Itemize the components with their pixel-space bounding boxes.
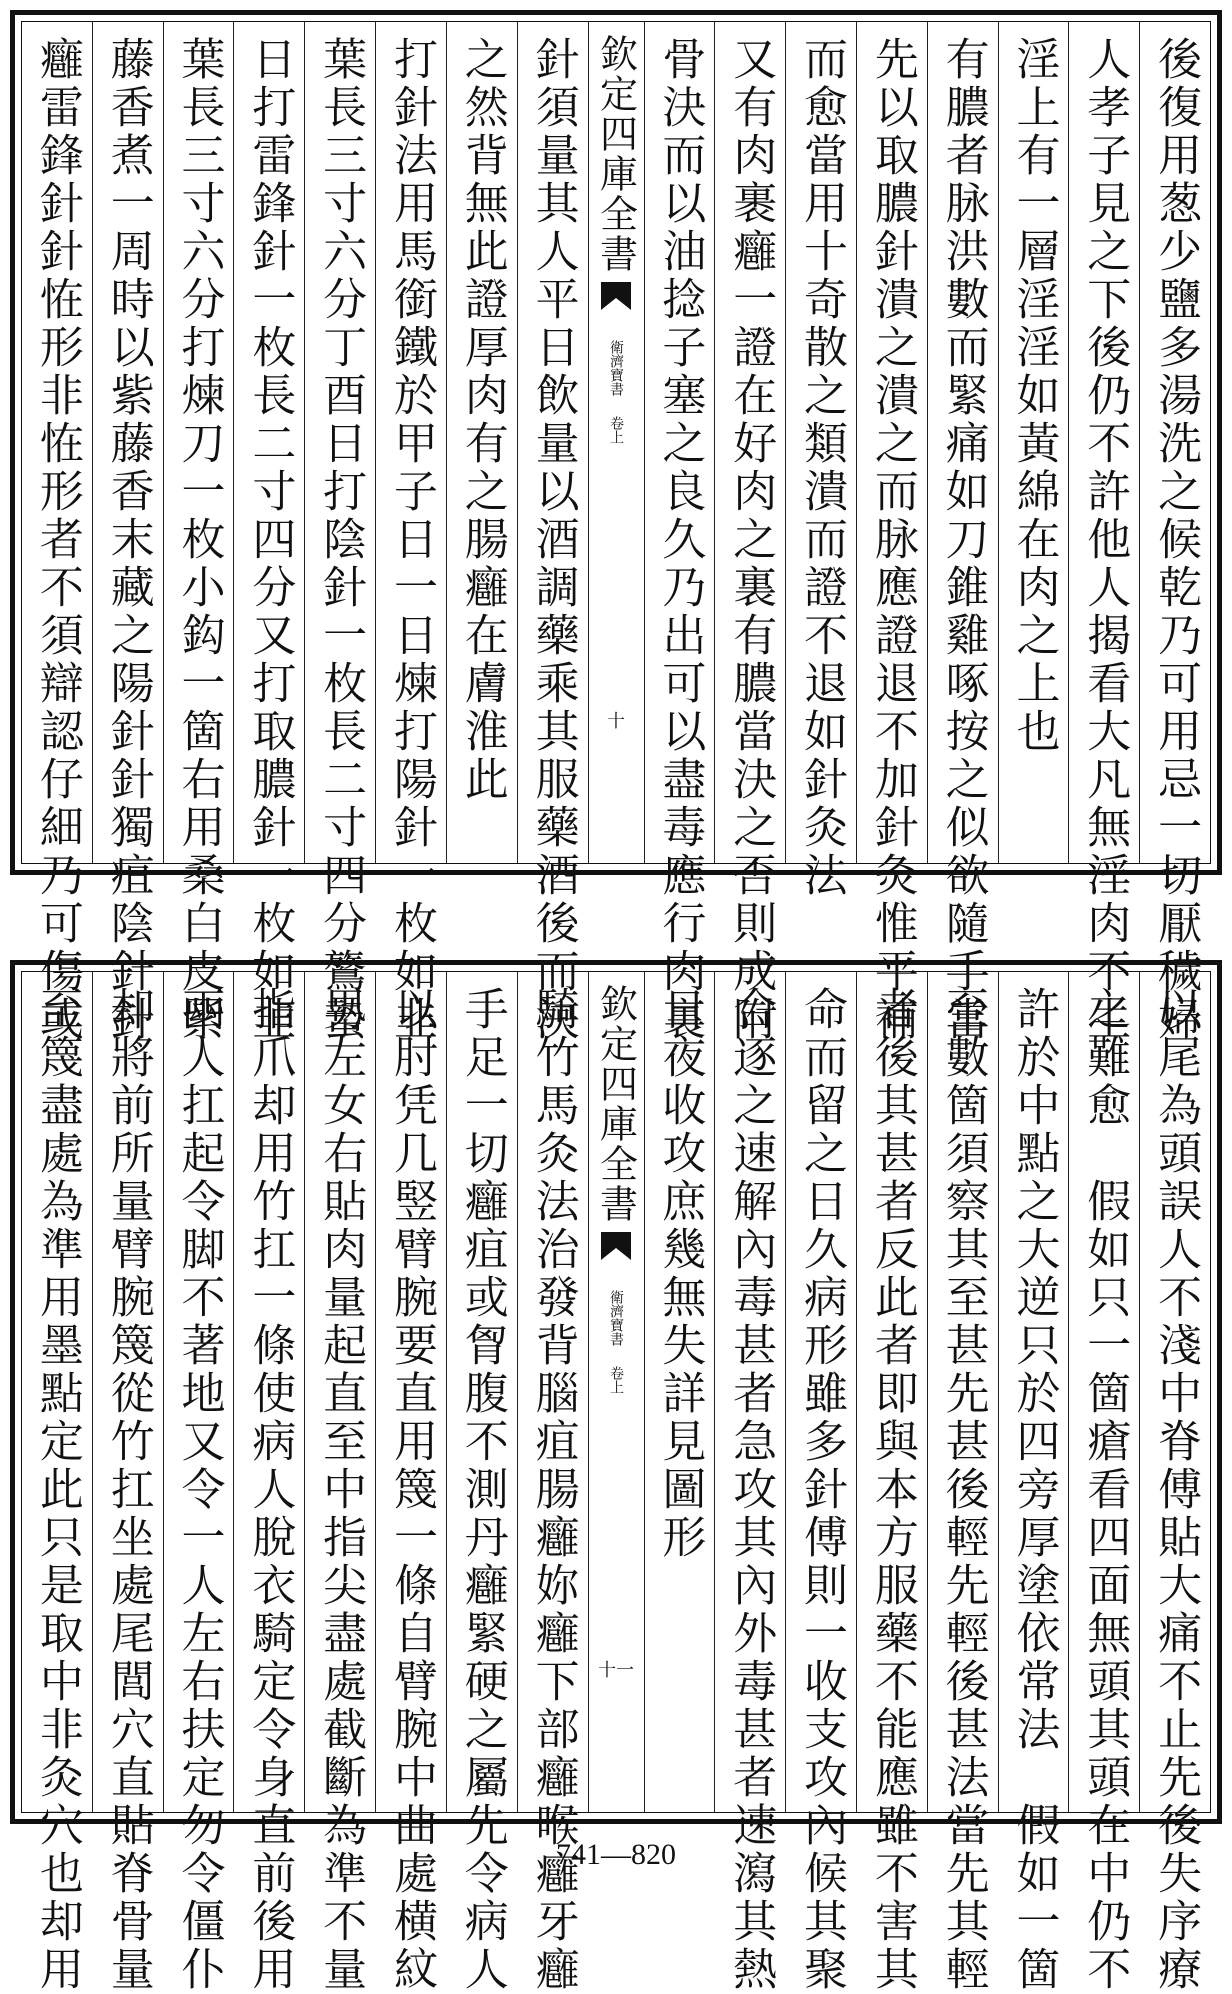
column-text: 而愈當用十奇散之類潰而證不退如針灸法	[796, 36, 848, 900]
text-column	[22, 972, 92, 1994]
text-column	[1068, 22, 1139, 1044]
text-column	[714, 972, 785, 1994]
center-spine	[588, 972, 644, 1812]
column-text: 手足一切癰疽或胷腹不測丹癰緊硬之屬先令病人	[456, 986, 508, 1994]
text-column	[998, 22, 1069, 863]
column-text: 以肘凭几竪臂腕要直用篾一條自臂腕中曲處横紋	[385, 986, 437, 1994]
volume-label: 卷上	[608, 1366, 624, 1394]
text-column	[714, 22, 785, 1044]
column-text: 至數箇須察其至甚先甚後輕先輕後甚法當先其輕	[937, 986, 989, 1994]
column-text: 人孝子見之下後仍不許他人揭看大凡無淫肉不生	[1079, 36, 1131, 1044]
column-text: 至篾盡處為準用墨點定此只是取中非灸穴也却用	[31, 986, 83, 1994]
column-text: 合逐之速解內毒甚者急攻其內外毒甚者速瀉其熱	[725, 986, 777, 1994]
column-text: 之難愈 假如只一箇瘡看四面無頭其頭在中仍不	[1079, 986, 1131, 1994]
column-text: 指爪却用竹扛一條使病人脫衣騎定令身直前後用	[244, 986, 296, 1994]
text-column	[446, 22, 517, 863]
column-text: 兩人扛起令脚不著地又令一人左右扶定勿令僵仆	[173, 986, 225, 1994]
column-text: 藤香煮一周時以紫藤香末藏之陽針針獨疽陰針針	[102, 36, 154, 1044]
text-column	[304, 22, 375, 1044]
text-column	[92, 972, 163, 1994]
book-title: 衛濟寶書	[608, 340, 624, 396]
text-column	[22, 22, 92, 1044]
column-text: 打針法用馬銜鐵於甲子日一日煉打陽針一枚如韭	[385, 36, 437, 1044]
text-column	[856, 22, 927, 1044]
text-column	[785, 22, 856, 900]
column-text: 又有肉裹癰一證在好肉之裏有膿當決之否則成附	[725, 36, 777, 1044]
spine-header: 欽定四庫全書	[593, 984, 638, 1224]
text-column	[375, 22, 446, 1044]
column-text: 有膿者脉洪數而緊痛如刀錐雞啄按之似欲隨手當	[937, 36, 989, 1044]
column-text: 骨決而以油捻子塞之良久乃出可以盡毒應行肉裏	[654, 36, 706, 1044]
text-column	[927, 22, 998, 1044]
column-text: 先以取膿針潰之潰之而脉應證退不加針灸惟平補	[866, 36, 918, 1044]
column-text: 後復用葱少鹽多湯洗之候乾乃可用忌一切厭穢婦	[1150, 36, 1202, 1044]
column-text: 葉長三寸六分丁酉日打陰針一枚長二寸四分鷟蟄	[315, 36, 367, 1044]
text-column	[927, 972, 998, 1994]
text-column	[644, 972, 715, 1812]
fishtail-ornament-icon	[599, 1230, 633, 1270]
text-column	[1068, 972, 1139, 1994]
column-text: 騎竹馬灸法治發背腦疽腸癰妳癰下部癰喉癰牙癰	[527, 986, 579, 1994]
column-text: 命而留之日久病形雖多針傅則一收支攻內候其聚	[796, 986, 848, 1994]
column-text: 癰雷鋒針針恠形非恠形者不須辯認仔細乃可傷或	[31, 36, 83, 1044]
top-page-frame	[10, 10, 1222, 1044]
column-text: 針須量其人平日飲量以酒調藥乘其服藥酒後而決	[527, 36, 579, 1044]
page-number: 741—820	[556, 1838, 676, 1871]
text-column	[163, 972, 234, 1994]
top-page-inner	[21, 21, 1211, 1044]
center-spine	[588, 22, 644, 863]
text-column	[517, 22, 588, 1044]
text-column	[517, 972, 588, 1994]
column-text: 男左女右貼肉量起直至中指尖盡處截斷為準不量	[315, 986, 367, 1994]
column-text: 者後其甚者反此者即與本方服藥不能應雖不害其	[866, 986, 918, 1994]
folio-number: 十	[607, 711, 625, 732]
column-text: 日夜收攻庶幾無失詳見圖形	[654, 986, 706, 1562]
text-column	[998, 972, 1069, 1994]
text-column	[304, 972, 375, 1994]
folio-number: 十一	[598, 1660, 634, 1681]
book-title: 衛濟寶書	[608, 1290, 624, 1346]
text-column	[785, 972, 856, 1994]
text-column	[375, 972, 446, 1994]
column-text: 以尾為頭誤人不淺中脊傅貼大痛不止先後失序療	[1150, 986, 1202, 1994]
text-column	[1139, 972, 1210, 1994]
spine-header: 欽定四庫全書	[593, 34, 638, 274]
text-column	[233, 22, 304, 1044]
column-text: 日打雷鋒針一枚長二寸四分又打取膿針一枚如韭	[244, 36, 296, 1044]
column-text: 許於中點之大逆只於四旁厚塗依常法 假如一箇	[1008, 986, 1060, 1994]
volume-label: 卷上	[608, 416, 624, 444]
column-text: 淫上有一層淫淫如黃綿在肉之上也	[1008, 36, 1060, 756]
text-column	[644, 22, 715, 1044]
column-text: 之然背無此證厚肉有之腸癰在膚淮此	[456, 36, 508, 804]
text-column	[163, 22, 234, 1044]
text-column	[446, 972, 517, 1994]
fishtail-ornament-icon	[599, 280, 633, 320]
column-text: 葉長三寸六分打煉刀一枚小鈎一箇右用桑白皮紫	[173, 36, 225, 1044]
text-column	[856, 972, 927, 1994]
text-column	[1139, 22, 1210, 1044]
text-column	[233, 972, 304, 1994]
column-text: 却將前所量臂腕篾從竹扛坐處尾閭穴直貼脊骨量	[102, 986, 154, 1994]
text-column	[92, 22, 163, 1044]
